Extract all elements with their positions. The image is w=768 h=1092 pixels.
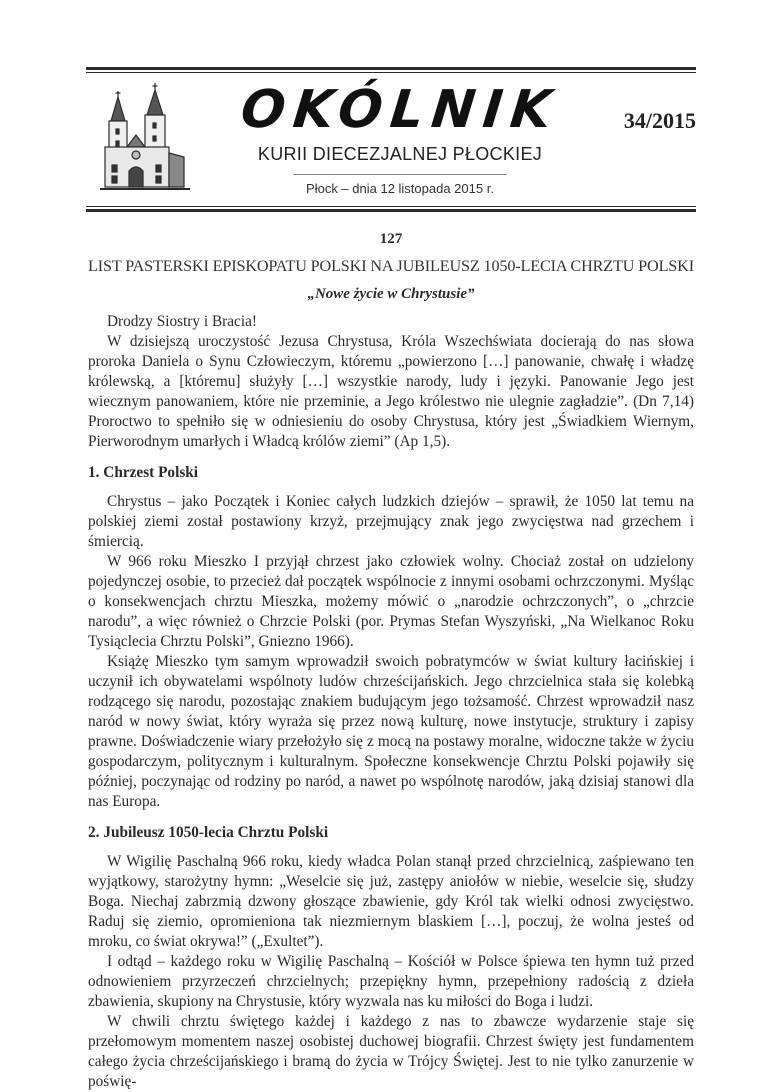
section-heading: 1. Chrzest Polski	[88, 464, 199, 481]
section-heading: 2. Jubileusz 1050-lecia Chrztu Polski	[88, 824, 329, 841]
publication-subtitle: KURII DIECEZJALNEJ PŁOCKIEJ	[257, 144, 543, 164]
issue-number: 34/2015	[623, 108, 696, 133]
subtitle-divider	[293, 174, 507, 175]
publication-logo: OKÓLNIK	[238, 80, 562, 140]
paragraph: Chrystus – jako Początek i Koniec całych ludzkich dziejów – sprawił, że 1050 lat temu na polskiej ziemi został postawiony krzyż, przejmujący znak jego zwycięstwa nad grzechem i śmiercią.	[88, 493, 694, 550]
paragraph: W chwili chrztu świętego każdej i każdego z nas to zbawcze wydarzenie staje się przełomowym momentem naszej osobistej duchowej biografii. Chrzest święty jest fundamentem całego życia chrześcijańskiego i bramą do życia w Trójcy Świętej. Jest to nie tylko zanurzenie w poświę-	[88, 1013, 694, 1090]
dateline: Płock – dnia 12 listopada 2015 r.	[306, 181, 494, 196]
paragraph: Książę Mieszko tym samym wprowadził swoich pobratymców w świat kultury łacińskiej i uczynił ich obywatelami wspólnoty ludów chrześcijańskich. Jego chrzcielnica stała się kolebką rodzącego się narodu, pozostając znakiem budującym jego tożsamość. Chrzest wprowadził nasz naród w nowy świat, który wyraża się przez nową kulturę, nowe instytucje, struktury i zapisy prawne. Doświadczenie wiary przełożyło się z mocą na postawy moralne, widoczne także w życiu gospodarczym, politycznym i kulturalnym. Społeczne konsekwencje Chrztu Polski pojawiły się później, poczynając od rodziny po naród, a nawet po wspólnotę narodów, jaką dzisiaj stanowi dla nas Europa.	[88, 653, 694, 810]
document-body	[88, 231, 694, 1092]
masthead	[200, 78, 600, 196]
paragraph: W Wigilię Paschalną 966 roku, kiedy władca Polan stanął przed chrzcielnicą, zaśpiewano ten wyjątkowy, starożytny hymn: „Weselcie się już, zastępy aniołów w niebie, weselcie się, słudzy Boga. Niechaj zabrzmią dzwony głoszące zbawienie, gdy Król tak wielki odnosi zwycięstwo. Raduj się ziemio, opromieniona tak niezmiernym blaskiem […], poczuj, że wolna jesteś od mroku, co świat okrywa!” („Exultet”).	[88, 853, 694, 950]
paragraph: I odtąd – każdego roku w Wigilię Paschalną – Kościół w Polsce śpiewa ten hymn tuż przed odnowieniem przyrzeczeń chrzcielnych; przepiękny hymn, przepełniony radością z dzieła zbawienia, skupiony na Chrystusie, który wyzwala nas ku miłości do Boga i ludzi.	[88, 953, 694, 1010]
header-top-rule	[86, 67, 696, 73]
cathedral-illustration-icon	[94, 83, 194, 195]
document-title: LIST PASTERSKI EPISKOPATU POLSKI NA JUBILEUSZ 1050-LECIA CHRZTU POLSKI	[88, 257, 694, 275]
greeting: Drodzy Siostry i Bracia!	[107, 313, 257, 330]
paragraph: W 966 roku Mieszko I przyjął chrzest jako człowiek wolny. Chociaż został on udzielony pojedynczej osobie, to przecież dał początek wspólnocie z innymi osobami ochrzczonymi. Myśląc o konsekwencjach chrztu Mieszka, możemy mówić o „narodzie ochrzczonych”, o „chrzcie narodu”, a więc również o Chrzcie Polski (por. Prymas Stefan Wyszyński, „Na Wielkanoc Roku Tysiąclecia Chrztu Polski”, Gniezno 1966).	[88, 553, 694, 650]
document-motto: „Nowe życie w Chrystusie”	[307, 286, 475, 302]
document-number: 127	[379, 231, 403, 247]
header-bottom-rule	[86, 206, 696, 212]
intro-paragraph: W dzisiejszą uroczystość Jezusa Chrystusa, Króla Wszechświata docierają do nas słowa proroka Daniela o Synu Człowieczym, któremu „powierzono […] panowanie, chwałę i władzę królewską, a [któremu] służyły […] wszystkie narody, ludy i języki. Panowanie Jego jest wiecznym panowaniem, które nie przeminie, a Jego królestwo nie ulegnie zagładzie”. (Dn 7,14) Proroctwo to spełniło się w odniesieniu do osoby Chrystusa, który jest „Świadkiem Wiernym, Pierworodnym umarłych i Władcą królów ziemi” (Ap 1,5).	[88, 333, 694, 450]
